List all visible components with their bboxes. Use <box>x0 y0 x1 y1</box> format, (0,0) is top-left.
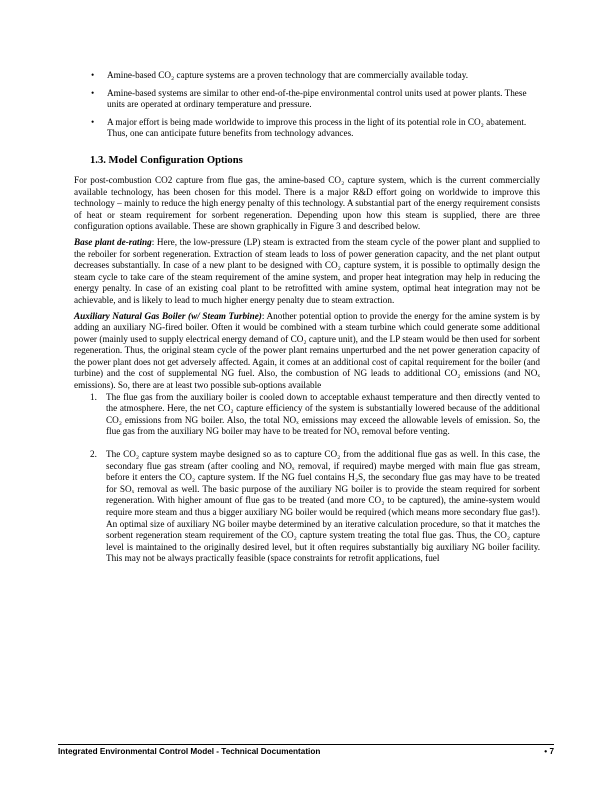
sub-option-text: The CO₂ capture system maybe designed so as to capture CO₂ from the additional flue gas as well. In this case, the secondary flue gas stream (after cooling and NOₓ removal, if required) maybe merged with main flue gas stream, before it enters the CO₂ capture system. If the NG fuel contains H₂S, the secondary flue gas may have to be treated for SOₓ removal as well. The basic purpose of the auxiliary NG boiler is to provide the steam required for sorbent regeneration. With higher amount of flue gas to be treated (and more CO₂ to be captured), the amine-system would require more steam and thus a bigger auxiliary NG boiler would be required (which means more secondary flue gas!). An optimal size of auxiliary NG boiler maybe determined by an iterative calculation procedure, so that it matches the sorbent regeneration steam requirement of the CO₂ capture system treating the total flue gas. Thus, the CO₂ capture level is maintained to the originally desired level, but it often requires substantially big auxiliary NG boiler facility. This may not be always practically feasible (space constraints for retrofit applications, fuel <box>106 449 540 564</box>
bullet-item <box>74 70 540 82</box>
bullet-item <box>74 117 540 140</box>
aux-boiler-heading: Auxiliary Natural Gas Boiler (w/ Steam Turbine) <box>74 310 262 321</box>
footer-title: Integrated Environmental Control Model - Technical Documentation <box>58 747 321 756</box>
bullet-marker: • <box>91 87 95 98</box>
footer-divider <box>58 744 554 745</box>
bullet-text: Amine-based systems are similar to other end-of-the-pipe environmental control units used at power plants. These units are operated at ordinary temperature and pressure. <box>107 87 527 110</box>
sub-option-number: 1. <box>90 391 97 402</box>
derating-paragraph <box>74 237 540 307</box>
bullet-text: A major effort is being made worldwide to improve this process in the light of its potential role in CO₂ abatement. Thus, one can anticipate future benefits from technology advances. <box>107 116 527 139</box>
bullet-text: Amine-based CO₂ capture systems are a proven technology that are commercially available today. <box>107 70 469 80</box>
sub-options-list <box>74 392 540 565</box>
page-content <box>74 70 540 576</box>
bullet-list <box>74 70 540 140</box>
sub-option-item <box>74 449 540 565</box>
page-number: • 7 <box>544 747 554 756</box>
bullet-marker: • <box>91 70 95 80</box>
derating-text: : Here, the low-pressure (LP) steam is extracted from the steam cycle of the power plant and supplied to the reboiler for sorbent regeneration. Extraction of steam leads to loss of power generation capacity, and the net plant output decreases substantially. In case of a new plant to be designed with CO₂ capture system, it is possible to optimally design the steam cycle to take care of the steam requirement of the amine system, and proper heat integration may help in reducing the energy penalty. In case of an existing coal plant to be retrofitted with amine system, optimal heat integration may not be achievable, and is likely to lead to much higher energy penalty due to steam extraction. <box>74 236 540 305</box>
aux-boiler-paragraph <box>74 311 540 392</box>
aux-boiler-text: : Another potential option to provide the energy for the amine system is by adding an auxiliary NG-fired boiler. Often it would be combined with a steam turbine which could generate some additional power (mainly used to supply electrical energy demand of CO₂ capture unit), and the LP steam would be then used for sorbent regeneration. Thus, the original steam cycle of the power plant remains unperturbed and the net power generation capacity of the power plant does not get adversely affected. Again, it comes at an additional cost of capital requirement for the boiler (and turbine) and the cost of supplemental NG fuel. Also, the combustion of NG leads to additional CO₂ emissions (and NOₓ emissions). So, there are at least two possible sub-options available <box>74 310 540 391</box>
sub-option-number: 2. <box>90 449 97 460</box>
derating-heading: Base plant de-rating <box>74 236 152 247</box>
sub-option-item <box>74 392 540 438</box>
sub-option-text: The flue gas from the auxiliary boiler is cooled down to acceptable exhaust temperature and then directly vented to the atmosphere. Here, the net CO₂ capture efficiency of the system is substantially lowered because of the additional CO₂ emissions from NG boiler. Also, the total NOₓ emissions may exceed the allowable levels of emission. So, the flue gas from the auxiliary NG boiler may have to be treated for NOₓ removal before venting. <box>106 391 540 437</box>
bullet-marker: • <box>91 116 95 127</box>
bullet-item <box>74 88 540 111</box>
section-heading: 1.3. Model Configuration Options <box>90 154 243 166</box>
intro-paragraph: For post-combustion CO2 capture from flue gas, the amine-based CO₂ capture system, which is the current commercially available technology, has been chosen for this model. There is a major R&D effort going on worldwide to improve this technology – mainly to reduce the high energy penalty of this technology. A substantial part of the energy requirement consists of heat or steam requirement for sorbent regeneration. Depending upon how this steam is supplied, there are three configuration options available. These are shown graphically in Figure 3 and described below. <box>74 174 540 232</box>
